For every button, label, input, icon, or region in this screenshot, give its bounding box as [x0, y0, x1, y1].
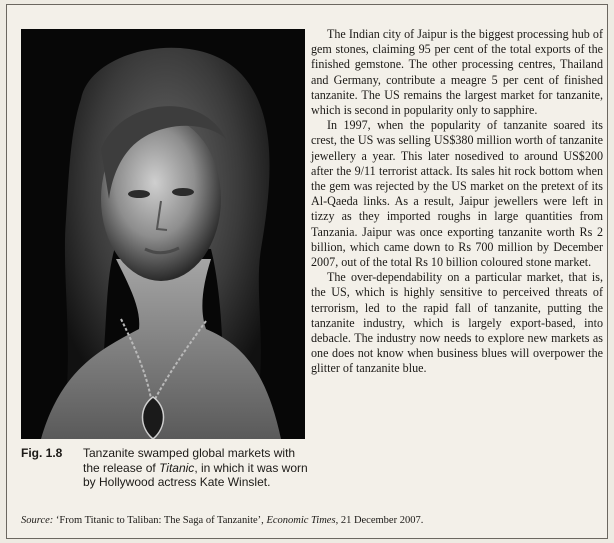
figure-photo	[21, 29, 305, 439]
source-label: Source:	[21, 515, 54, 526]
portrait-image	[21, 29, 305, 439]
article-body	[311, 27, 603, 377]
paragraph-3: The over-dependability on a particular market, that is, the US, which is highly sensitive to perceived threats of terrorism, led to the rapid fall of tanzanite, putting the tanzanite industry, which is largely export-based, into debacle. The industry now needs to explore new markets as one does not know when business blues will overpower the glitter of tanzanite blue.	[311, 270, 603, 376]
textbook-page	[6, 4, 608, 539]
film-title: Titanic	[159, 460, 195, 475]
paragraph-1: The Indian city of Jaipur is the biggest processing hub of gem stones, claiming 95 per cent of the total exports of the finished gemstone. The other processing centres, Thailand and Germany, contribute a meagre 5 per cent of finished tanzanite. The US remains the largest market for tanzanite, which is second in popularity only to sapphire.	[311, 27, 603, 118]
source-citation: Source: ‘From Titanic to Taliban: The Saga of Tanzanite’, Economic Times, 21 December 2007.	[21, 515, 424, 526]
paragraph-2: In 1997, when the popularity of tanzanite soared its crest, the US was selling US$380 million worth of tanzanite jewellery a year. This later nosedived to around US$200 after the 9/11 terrorist attack. Its sales hit rock bottom when the gem was rejected by the US market on the pretext of its Al-Qaeda links. As a result, Jaipur jewellers were left in tizzy as they imported roughs in large quantities from Tanzania. Jaipur was once exporting tanzanite worth Rs 2 billion, which came down to Rs 700 million by December 2007, out of the total Rs 10 billion coloured stone market.	[311, 118, 603, 270]
source-publication: Economic Times	[266, 515, 336, 526]
figure-caption-text: Tanzanite swamped global markets with the release of Titanic, in which it was worn by Hollywood actress Kate Winslet.	[83, 446, 308, 489]
figure-label: Fig. 1.8	[21, 446, 63, 460]
